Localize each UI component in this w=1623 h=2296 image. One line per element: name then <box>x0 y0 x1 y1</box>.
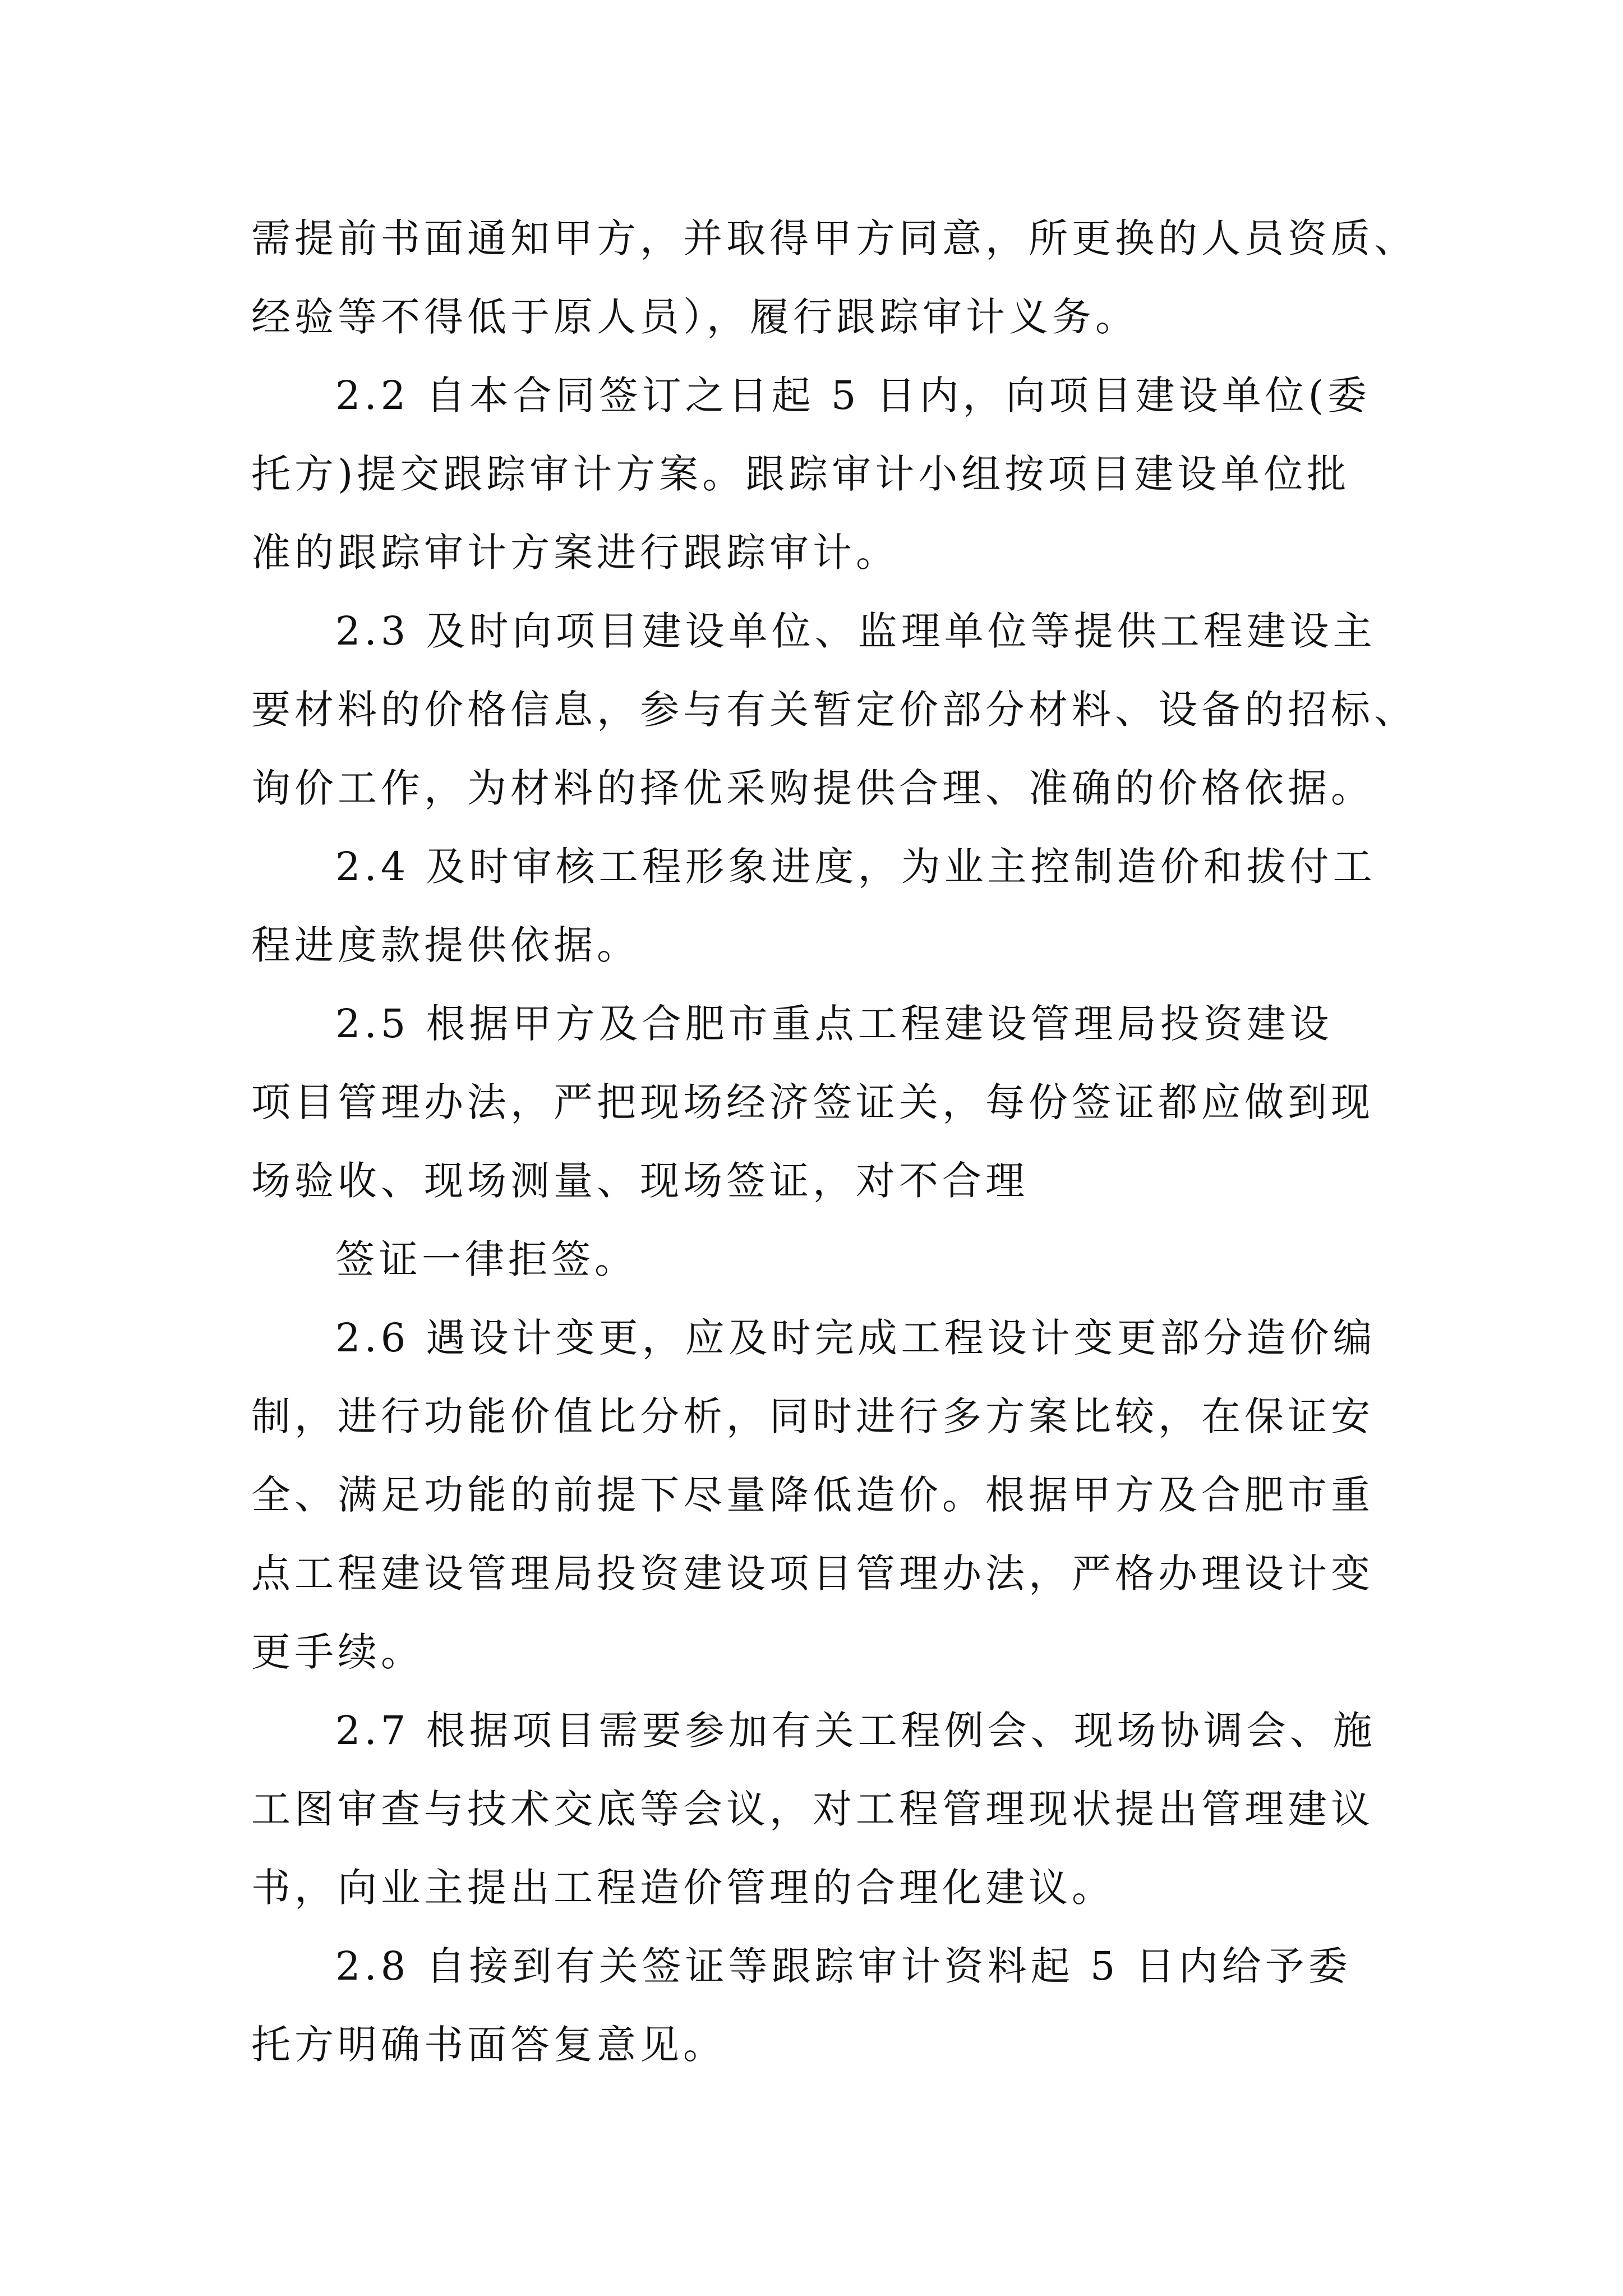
text-line: 2.5 根据甲方及合肥市重点工程建设管理局投资建设 <box>335 1001 1333 1047</box>
text-line: 需提前书面通知甲方，并取得甲方同意，所更换的人员资质、 <box>251 215 1417 261</box>
text-line: 准的跟踪审计方案进行跟踪审计。 <box>251 530 899 576</box>
text-line: 制，进行功能价值比分析，同时进行多方案比较，在保证安 <box>251 1393 1374 1439</box>
text-line: 要材料的价格信息，参与有关暂定价部分材料、设备的招标、 <box>251 687 1417 733</box>
text-line: 经验等不得低于原人员），履行跟踪审计义务。 <box>251 294 1138 340</box>
text-line: 全、满足功能的前提下尽量降低造价。根据甲方及合肥市重 <box>251 1472 1374 1518</box>
text-line: 2.4 及时审核工程形象进度，为业主控制造价和拔付工 <box>335 844 1376 890</box>
text-line: 项目管理办法，严把现场经济签证关，每份签证都应做到现 <box>251 1079 1374 1125</box>
text-line: 更手续。 <box>251 1629 424 1675</box>
text-line: 场验收、现场测量、现场签证，对不合理 <box>251 1158 1029 1204</box>
text-line: 签证一律拒签。 <box>335 1236 638 1282</box>
text-line: 点工程建设管理局投资建设项目管理办法，严格办理设计变 <box>251 1550 1374 1596</box>
text-line: 2.7 根据项目需要参加有关工程例会、现场协调会、施 <box>335 1708 1376 1754</box>
text-line: 托方)提交跟踪审计方案。跟踪审计小组按项目建设单位批 <box>251 451 1350 497</box>
text-line: 工图审查与技术交底等会议，对工程管理现状提出管理建议 <box>251 1786 1374 1832</box>
text-line: 托方明确书面答复意见。 <box>251 2022 726 2068</box>
text-line: 程进度款提供依据。 <box>251 922 640 968</box>
text-line: 2.2 自本合同签订之日起 5 日内，向项目建设单位(委 <box>335 372 1371 418</box>
text-line: 2.6 遇设计变更，应及时完成工程设计变更部分造价编 <box>335 1315 1376 1361</box>
text-line: 书，向业主提出工程造价管理的合理化建议。 <box>251 1865 1115 1911</box>
text-line: 2.8 自接到有关签证等跟踪审计资料起 5 日内给予委 <box>335 1943 1352 1989</box>
text-line: 询价工作，为材料的择优采购提供合理、准确的价格依据。 <box>251 765 1374 811</box>
text-line: 2.3 及时向项目建设单位、监理单位等提供工程建设主 <box>335 608 1376 654</box>
